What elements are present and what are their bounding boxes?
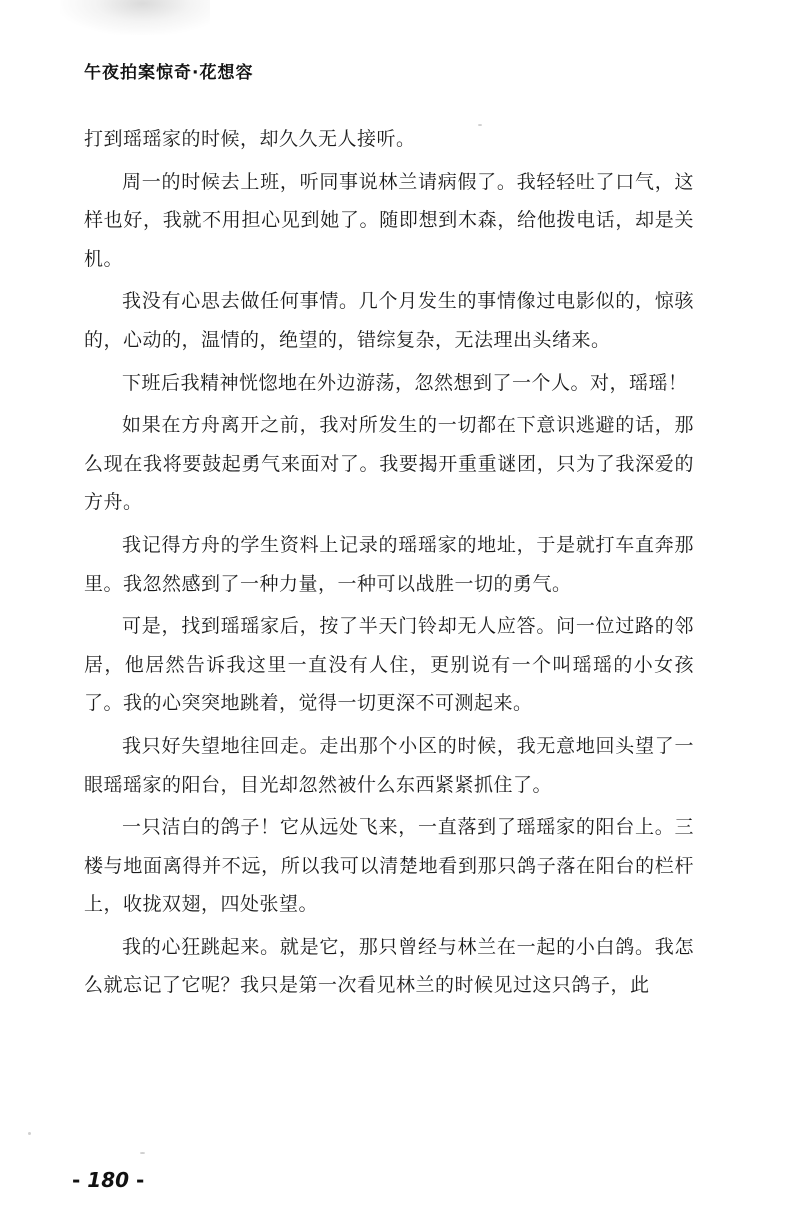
scan-speck [28, 1132, 31, 1135]
page-number-dash-right: - [136, 1168, 145, 1192]
page-number-dash-left: - [72, 1168, 81, 1192]
paragraph: 我的心狂跳起来。就是它，那只曾经与林兰在一起的小白鸽。我怎么就忘记了它呢？我只是第一次看见林兰的时候见过这只鸽子，此 [84, 935, 694, 997]
paragraph: 我没有心思去做任何事情。几个月发生的事情像过电影似的，惊骇的，心动的，温情的，绝望的，错综复杂，无法理出头绪来。 [84, 290, 694, 351]
paragraph: 下班后我精神恍惚地在外边游荡，忽然想到了一个人。对，瑶瑶！ [122, 371, 688, 394]
scan-smudge [60, 0, 210, 35]
running-head-title: 午夜拍案惊奇·花想容 [84, 63, 254, 83]
body-text [84, 120, 694, 1009]
scan-speck [478, 124, 482, 126]
paragraph: 我只好失望地往回走。走出那个小区的时候，我无意地回头望了一眼瑶瑶家的阳台，目光却忽然被什么东西紧紧抓住了。 [84, 734, 694, 796]
paragraph: 周一的时候去上班，听同事说林兰请病假了。我轻轻吐了口气，这样也好，我就不用担心见到她了。随即想到木森，给他拨电话，却是关机。 [84, 170, 694, 270]
paragraph: 一只洁白的鸽子！它从远处飞来，一直落到了瑶瑶家的阳台上。三楼与地面离得并不远，所以我可以清楚地看到那只鸽子落在阳台的栏杆上，收拢双翅，四处张望。 [84, 816, 694, 916]
page-number-value: 180 [87, 1168, 130, 1192]
paragraph: 打到瑶瑶家的时候，却久久无人接听。 [84, 128, 416, 150]
paragraph: 如果在方舟离开之前，我对所发生的一切都在下意识逃避的话，那么现在我将要鼓起勇气来面对了。我要揭开重重谜团，只为了我深爱的方舟。 [84, 414, 694, 514]
paragraph: 我记得方舟的学生资料上记录的瑶瑶家的地址，于是就打车直奔那里。我忽然感到了一种力量，一种可以战胜一切的勇气。 [84, 533, 694, 595]
paragraph: 可是，找到瑶瑶家后，按了半天门铃却无人应答。问一位过路的邻居，他居然告诉我这里一直没有人住，更别说有一个叫瑶瑶的小女孩了。我的心突突地跳着，觉得一切更深不可测起来。 [84, 615, 694, 715]
page-number [72, 1168, 144, 1192]
scan-speck [140, 1152, 145, 1154]
